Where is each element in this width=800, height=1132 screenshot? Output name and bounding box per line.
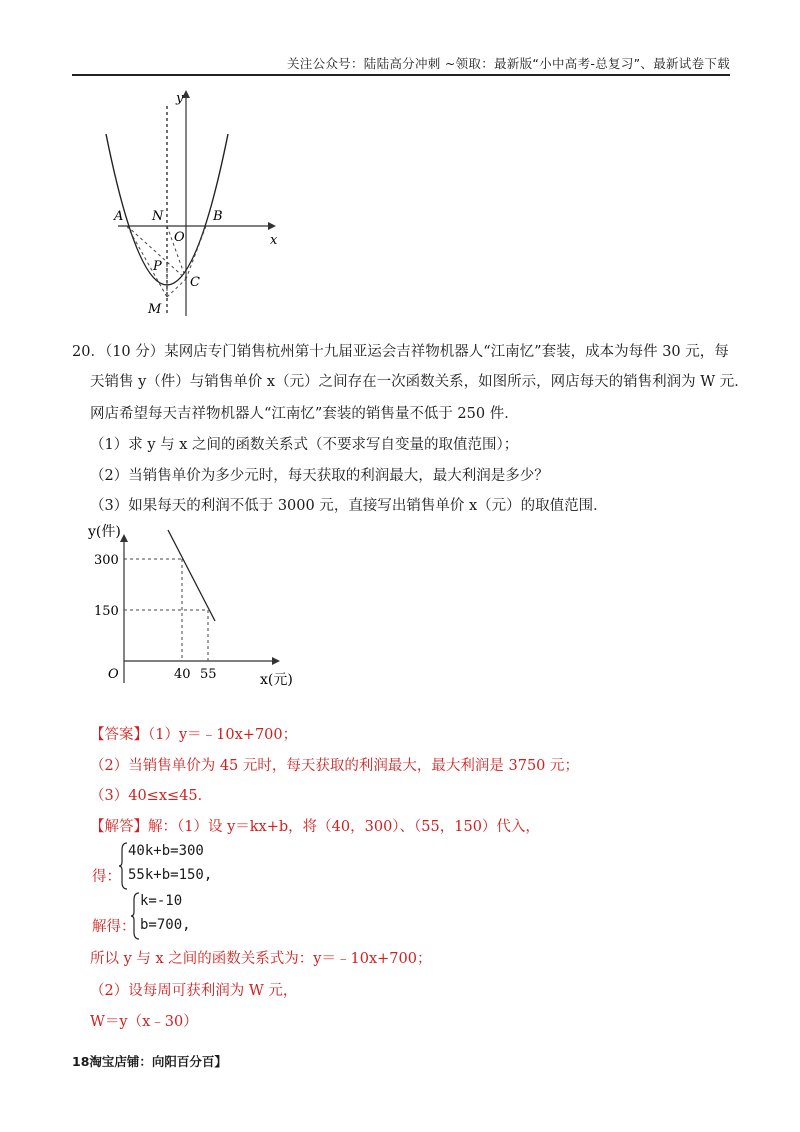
q20-sub1: （1）求 y 与 x 之间的函数关系式（不要求写自变量的取值范围）； <box>90 437 519 453</box>
equation-1b: 55k+b=150, <box>128 867 213 883</box>
equation-2b: b=700, <box>140 917 191 933</box>
label-P: P <box>153 259 162 274</box>
q20-sub2: （2）当销售单价为多少元时，每天获取的利润最大，最大利润是多少？ <box>90 468 549 484</box>
y-axis-arrow <box>120 534 128 542</box>
y-axis-label: y(件) <box>88 524 121 540</box>
x-axis-arrow <box>272 657 280 665</box>
parabola-figure <box>96 86 296 326</box>
x-tick-55: 55 <box>200 667 217 682</box>
answer-line3: （3）40≤x≤45． <box>90 788 213 804</box>
answer-line2: （2）当销售单价为 45 元时，每天获取的利润最大，最大利润是 3750 元； <box>90 758 580 774</box>
solution-w-formula: W＝y（x﹣30） <box>90 1014 198 1030</box>
solution-relation: 所以 y 与 x 之间的函数关系式为：y＝﹣10x+700； <box>90 951 432 967</box>
solution-jiede: 解得： <box>92 919 136 935</box>
label-A: A <box>114 209 124 224</box>
solution-part2: （2）设每周可获利润为 W 元， <box>90 983 298 999</box>
function-line <box>168 530 215 621</box>
equation-2a: k=-10 <box>140 893 183 909</box>
origin-label: O <box>108 667 119 682</box>
x-axis-arrow <box>268 222 276 230</box>
label-N: N <box>152 209 164 224</box>
label-O: O <box>174 230 185 245</box>
q20-line3: 网店希望每天吉祥物机器人“江南忆”套装的销售量不低于 250 件． <box>90 406 519 422</box>
segment-BC <box>186 226 206 279</box>
answer-line1: 【答案】（1）y＝﹣10x+700； <box>90 727 298 743</box>
label-M: M <box>148 302 162 317</box>
label-B: B <box>213 209 223 224</box>
x-axis-label: x(元) <box>260 672 293 688</box>
solution-de: 得： <box>92 869 121 885</box>
q20-line2: 天销售 y（件）与销售单价 x（元）之间存在一次函数关系，如图所示，网店每天的销售利润为 W 元． <box>90 374 749 390</box>
page-footer: 18淘宝店铺：向阳百分百】 <box>72 1054 227 1069</box>
q20-sub3: （3）如果每天的利润不低于 3000 元，直接写出销售单价 x（元）的取值范围． <box>90 498 608 514</box>
solution-line1: 【解答】解：（1）设 y＝kx+b，将（40，300）、（55，150）代入， <box>90 819 540 835</box>
q20-line1: 20．（10 分）某网店专门销售杭州第十九届亚运会吉祥物机器人“江南忆”套装，成本为每件 30 元，每 <box>72 344 729 360</box>
label-y: y <box>176 91 184 106</box>
y-tick-150: 150 <box>94 604 119 619</box>
x-tick-40: 40 <box>174 667 191 682</box>
y-tick-300: 300 <box>94 553 119 568</box>
linear-graph <box>86 518 326 693</box>
label-C: C <box>190 275 200 290</box>
left-brace-2 <box>130 892 140 944</box>
page-header: 关注公众号：陆陆高分冲刺 ~领取：最新版“小中高考-总复习”、最新试卷下载 <box>286 56 730 71</box>
left-brace-1 <box>118 842 128 894</box>
header-rule <box>72 74 730 76</box>
equation-1a: 40k+b=300 <box>128 843 204 859</box>
label-x: x <box>270 233 278 248</box>
